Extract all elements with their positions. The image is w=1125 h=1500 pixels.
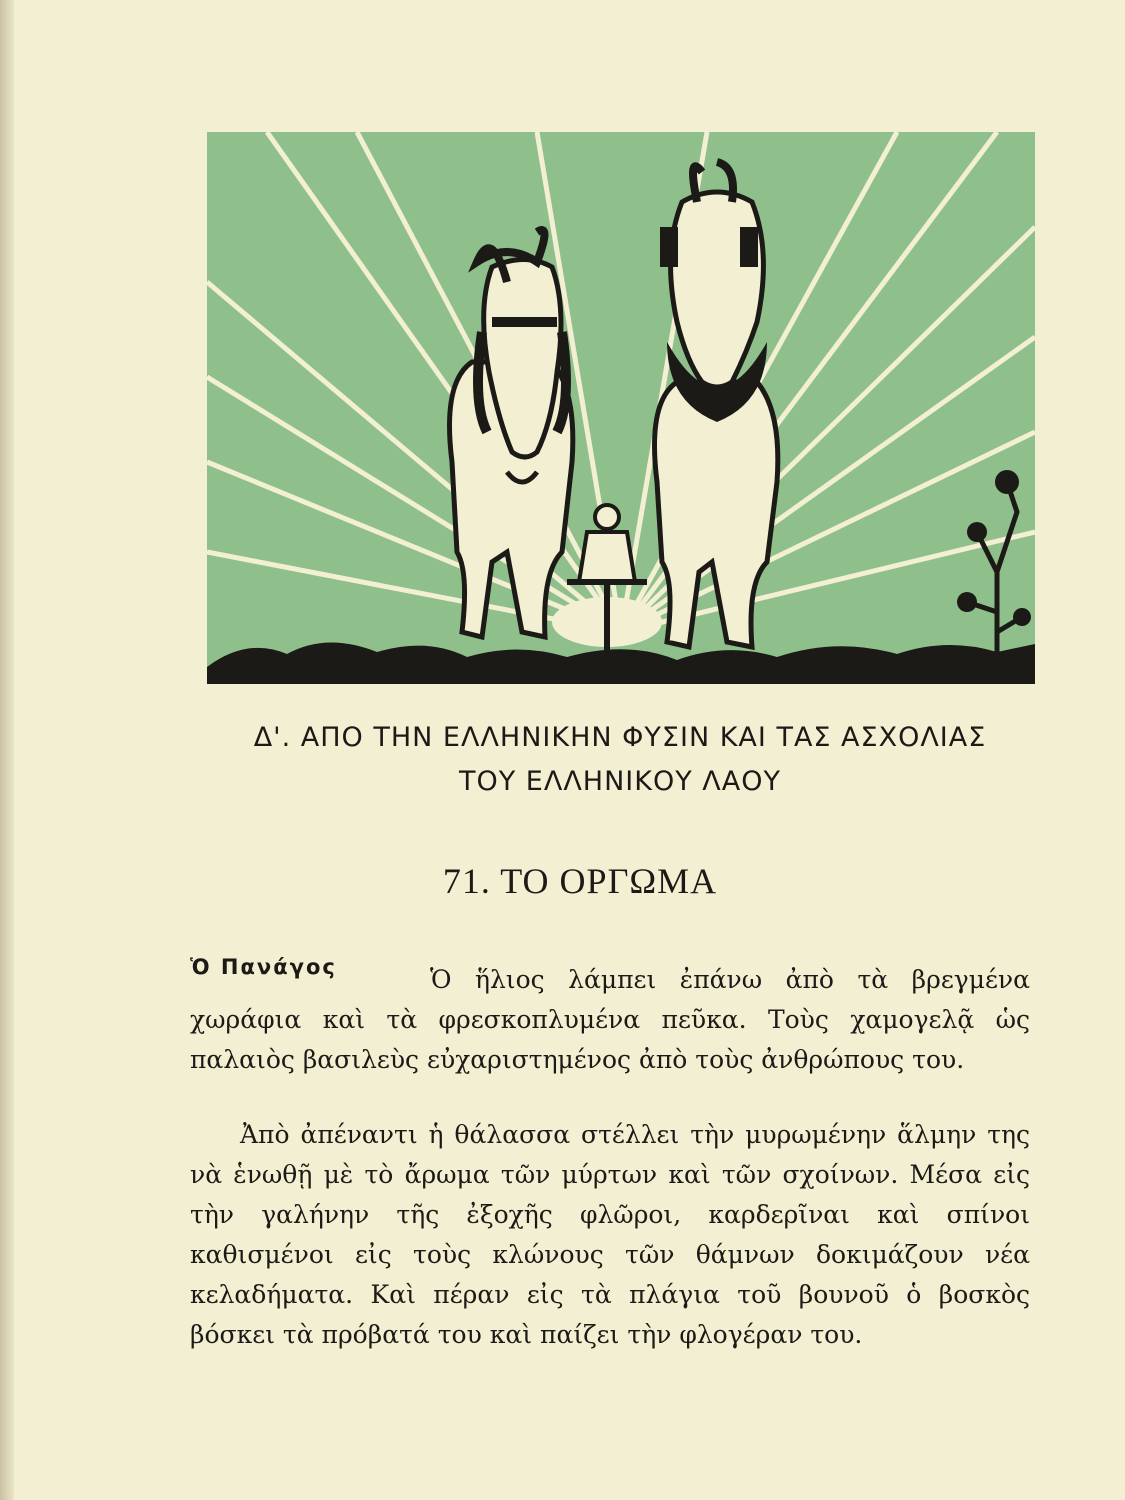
paragraph-2: Ἀπὸ ἀπέναντι ἡ θάλασσα στέλλει τὴν μυρωμένην ἅλμην της νὰ ἑνωθῇ μὲ τὸ ἄρωμα τῶν μύρτων καὶ τῶν σχοίνων. Μέσα εἰς τὴν γαλήνην τῆς ἐξοχῆς φλῶροι, καρδερῖναι καὶ σπίνοι καθισμένοι εἰς τοὺς κλώνους τῶν θάμνων δοκιμάζουν νέα κελαδήματα. Καὶ πέραν εἰς τὰ πλάγια τοῦ βουνοῦ ὁ βοσκὸς βόσκει τὰ πρόβατά του καὶ παίζει τὴν φλογέραν του. [190,1120,1030,1349]
paragraph-1: Ὁ ἥλιος λάμπει ἐπάνω ἀπὸ τὰ βρεγμένα χωράφια καὶ τὰ φρεσκοπλυμένα πεῦκα. Τοὺς χαμογελᾷ ὡς παλαιὸς βασιλεὺς εὐχαριστημένος ἀπὸ τοὺς ἀνθρώπους του. [190,965,1030,1074]
author-name: Ὁ Πανάγος [190,955,337,979]
section-heading-line1: Δ'. ΑΠΟ ΤΗΝ ΕΛΛΗΝΙΚΗΝ ΦΥΣΙΝ ΚΑΙ ΤΑΣ ΑΣΧΟΛΙΑΣ [253,722,987,753]
section-heading-line2: ΤΟΥ ΕΛΛΗΝΙΚΟΥ ΛΑΟΥ [458,766,781,797]
ploughing-illustration [207,132,1035,684]
page-edge [0,0,14,1500]
chapter-title: 71. ΤΟ ΟΡΓΩΜΑ [442,861,718,901]
